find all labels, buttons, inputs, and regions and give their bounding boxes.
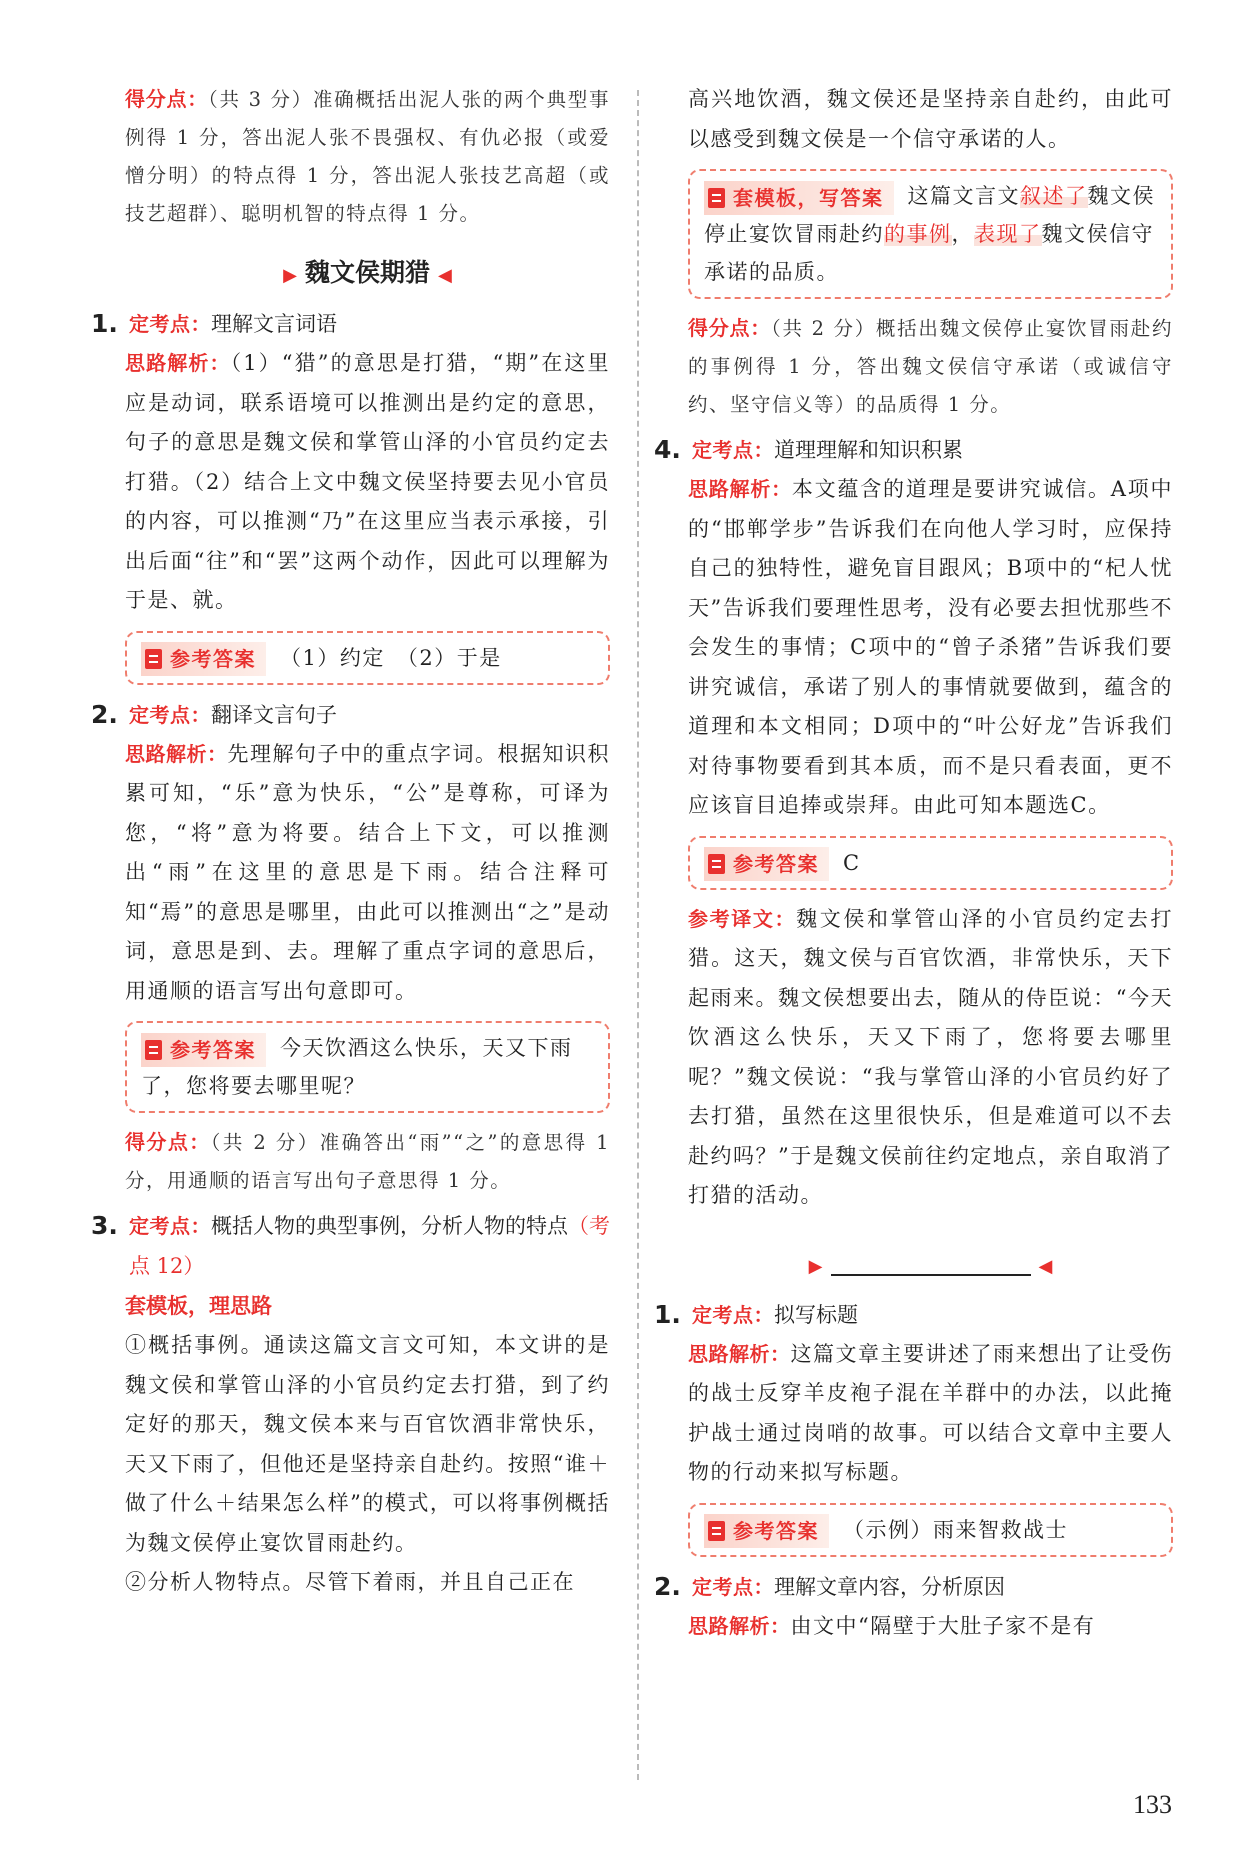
question-2-silu: 思路解析：先理解句子中的重点字词。根据知识积累可知，“乐”意为快乐，“公”是尊称，可译为您，“将”意为将要。结合上下文，可以推测出“雨”在这里的意思是下雨。结合注释可知“焉”的意思是哪里，由此可以推测出“之”是动词，意思是到、去。理解了重点字词的意思后，用通顺的语言写出句意即可。 — [125, 741, 610, 1003]
answer-icon — [145, 1040, 162, 1060]
template-subtitle: 套模板，理思路 — [125, 1294, 272, 1318]
template-answer-box: 套模板，写答案 这篇文言文叙述了魏文侯停止宴饮冒雨赴约的事例，表现了魏文侯信守承诺的品质。 — [688, 169, 1173, 299]
question-2-score: 得分点：（共 2 分）准确答出“雨”“之”的意思得 1 分，用通顺的语言写出句子意思得 1 分。 — [125, 1130, 611, 1192]
triangle-right-icon: ▶ — [283, 265, 297, 286]
column-divider — [637, 90, 639, 1780]
blank-title-line — [831, 1254, 1031, 1276]
part2-question-1-answer: 参考答案 （示例）雨来智救战士 — [688, 1503, 1173, 1557]
intro-score: 得分点：（共 3 分）准确概括出泥人张的两个典型事例得 1 分，答出泥人张不畏强权、有仇必报（或爱憎分明）的特点得 1 分，答出泥人张技艺高超（或技艺超群）、聪明机智的特点得 1 分。 — [125, 87, 610, 225]
answer-icon — [708, 188, 725, 208]
answer-icon — [708, 854, 725, 874]
question-4-kaodian: 4. 定考点：道理理解和知识积累 — [654, 435, 963, 464]
question-4-answer: 参考答案 C — [688, 836, 1173, 890]
answer-icon — [145, 649, 162, 669]
question-2-kaodian: 2. 定考点：翻译文言句子 — [91, 699, 337, 729]
question-3-continued: 高兴地饮酒，魏文侯还是坚持亲自赴约，由此可以感受到魏文侯是一个信守承诺的人。 — [688, 87, 1173, 151]
triangle-right-icon: ▶ — [808, 1255, 823, 1277]
answer-icon — [708, 1521, 725, 1541]
question-1-kaodian: 1. 定考点：理解文言词语 — [91, 309, 337, 338]
part2-question-1-kaodian: 1. 定考点：拟写标题 — [654, 1299, 858, 1329]
question-3-step2: ②分析人物特点。尽管下着雨，并且自己正在 — [125, 1570, 575, 1594]
part2-question-1-silu: 思路解析：这篇文章主要讲述了雨来想出了让受伤的战士反穿羊皮袍子混在羊群中的办法，以此掩护战士通过岗哨的故事。可以结合文章中主要人物的行动来拟写标题。 — [688, 1341, 1173, 1484]
question-1-answer: 参考答案 （1）约定 （2）于是 — [125, 631, 610, 685]
part2-question-2-silu: 思路解析：由文中“隔壁于大肚子家不是有 — [688, 1613, 1096, 1638]
part2-question-2-kaodian: 2. 定考点：理解文章内容，分析原因 — [654, 1571, 1005, 1601]
reference-translation: 参考译文：魏文侯和掌管山泽的小官员约定去打猎。这天，魏文侯与百官饮酒，非常快乐，天下起雨来。魏文侯想要出去，随从的侍臣说：“今天饮酒这么快乐，天又下雨了，您将要去哪里呢？”魏文侯说：“我与掌管山泽的小官员约好了去打猎，虽然在这里很快乐，但是难道可以不去赴约吗？”于是魏文侯前往约定地点，亲自取消了打猎的活动。 — [688, 906, 1173, 1207]
answer-tag: 参考答案 — [704, 1514, 829, 1548]
question-1-silu: 思路解析：（1）“猎”的意思是打猎，“期”在这里应是动词，联系语境可以推测出是约定的意思，句子的意思是魏文侯和掌管山泽的小官员约定去打猎。（2）结合上文中魏文侯坚持要去见小官员的内容，可以推测“乃”在这里应当表示承接，引出后面“往”和“罢”这两个动作，因此可以理解为于是、就。 — [125, 351, 610, 612]
blank-section-title — [688, 1242, 1173, 1289]
section-title: ▶ 魏文侯期猎 ◀ — [283, 258, 452, 287]
answer-tag: 参考答案 — [141, 1033, 266, 1067]
template-tag: 套模板，写答案 — [704, 181, 894, 215]
page-number: 133 — [1133, 1790, 1172, 1819]
triangle-left-icon: ◀ — [438, 265, 452, 286]
answer-tag: 参考答案 — [704, 847, 829, 881]
answer-tag: 参考答案 — [141, 642, 266, 676]
left-column — [91, 80, 611, 1603]
question-2-answer: 参考答案 今天饮酒这么快乐，天又下雨了，您将要去哪里呢？ — [125, 1021, 610, 1113]
question-3-score: 得分点：（共 2 分）概括出魏文侯停止宴饮冒雨赴约的事例得 1 分，答出魏文侯信守承诺（或诚信守约、坚守信义等）的品质得 1 分。 — [688, 316, 1173, 416]
triangle-left-icon: ◀ — [1038, 1255, 1053, 1277]
question-3-kaodian: 3. 定考点：概括人物的典型事例，分析人物的特点（考点 12） — [91, 1211, 610, 1278]
question-3-step1: ①概括事例。通读这篇文言文可知，本文讲的是魏文侯和掌管山泽的小官员约定去打猎，到了约定好的那天，魏文侯本来与百官饮酒非常快乐，天又下雨了，但他还是坚持亲自赴约。按照“谁＋做了什么＋结果怎么样”的模式，可以将事例概括为魏文侯停止宴饮冒雨赴约。 — [125, 1333, 610, 1555]
right-column — [654, 80, 1173, 1646]
question-4-silu: 思路解析：本文蕴含的道理是要讲究诚信。A项中的“邯郸学步”告诉我们在向他人学习时，应保持自己的独特性，避免盲目跟风；B项中的“杞人忧天”告诉我们要理性思考，没有必要去担忧那些不会发生的事情；C项中的“曾子杀猪”告诉我们要讲究诚信，承诺了别人的事情就要做到，蕴含的道理和本文相同；D项中的“叶公好龙”告诉我们对待事物要看到其本质，而不是只看表面，更不应该盲目追捧或崇拜。由此可知本题选C。 — [688, 477, 1173, 817]
